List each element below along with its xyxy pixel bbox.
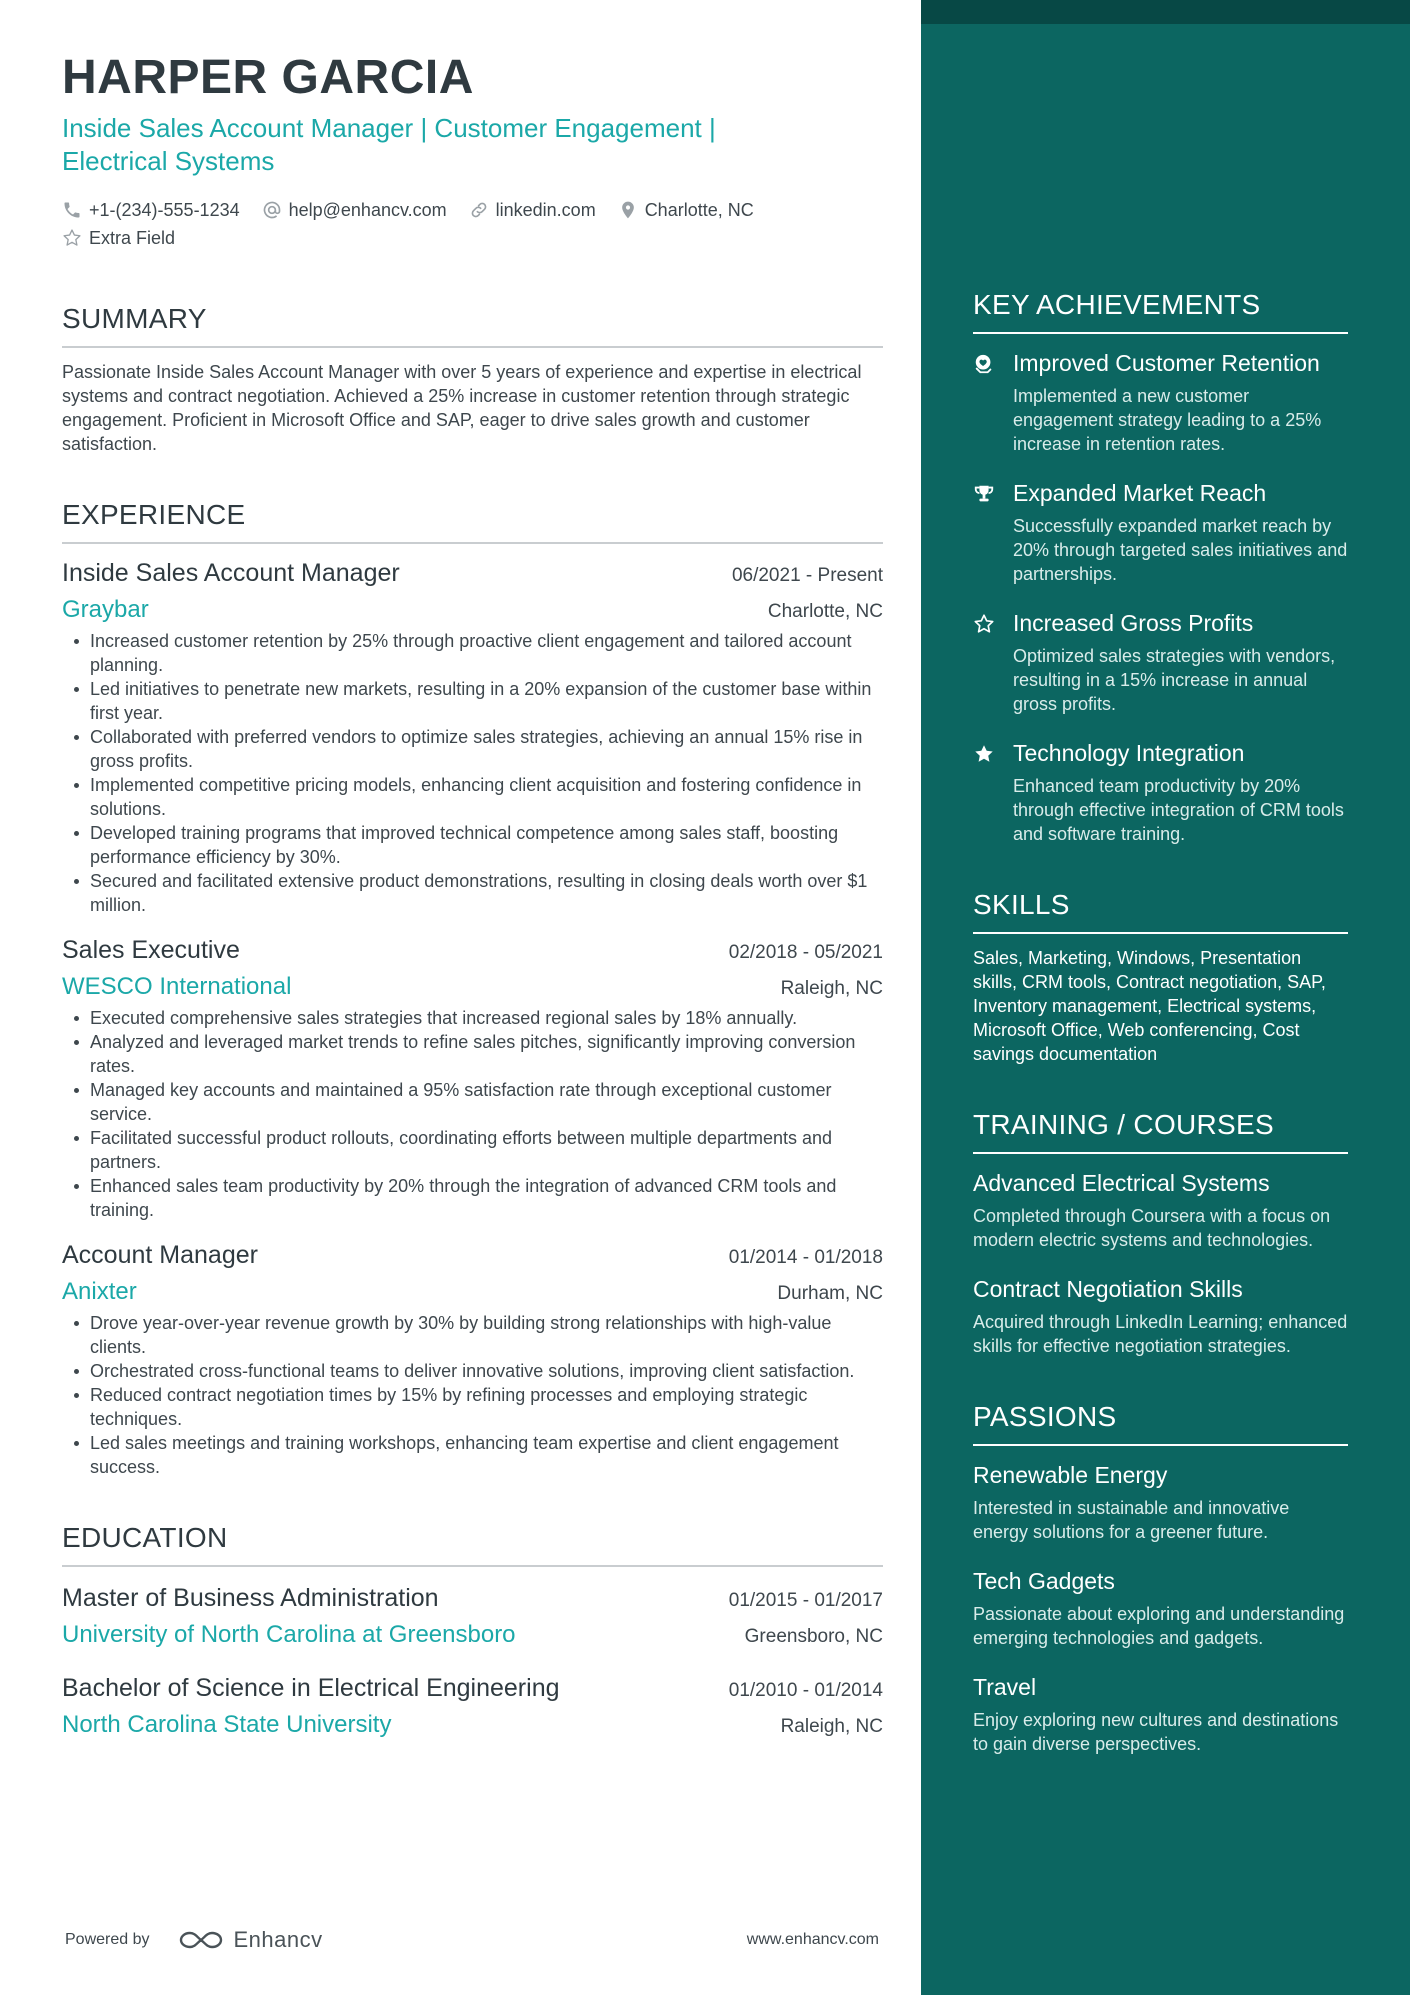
- school-name: University of North Carolina at Greensboro: [62, 1621, 516, 1648]
- job-location: Charlotte, NC: [767, 601, 883, 622]
- achievement-item: [973, 608, 1348, 716]
- achievement-item: [973, 348, 1348, 456]
- achievements-section: [973, 0, 1348, 846]
- trophy-icon: [973, 483, 995, 505]
- bullet-item: Analyzed and leveraged market trends to refine sales pitches, significantly improving conversion rates.: [62, 1030, 883, 1078]
- job-company: Graybar: [62, 596, 149, 623]
- job-bullets: [62, 1006, 883, 1222]
- job-title: Account Manager: [62, 1241, 258, 1269]
- job-company: WESCO International: [62, 973, 292, 1000]
- passion-desc: Passionate about exploring and understanding emerging technologies and gadgets.: [973, 1604, 1345, 1648]
- training-title: Contract Negotiation Skills: [973, 1276, 1243, 1302]
- star-filled-icon: [973, 743, 995, 765]
- school-location: Greensboro, NC: [744, 1626, 883, 1647]
- hand-heart-icon: [973, 353, 995, 375]
- passion-item: [973, 1672, 1348, 1756]
- job-company: Anixter: [62, 1278, 137, 1305]
- bullet-item: Collaborated with preferred vendors to optimize sales strategies, achieving an annual 15% rise in gross profits.: [62, 725, 883, 773]
- achievement-desc: Enhanced team productivity by 20% through effective integration of CRM tools and software training.: [1013, 776, 1344, 844]
- bullet-item: Drove year-over-year revenue growth by 30% by building strong relationships with high-value clients.: [62, 1311, 883, 1359]
- training-item: [973, 1274, 1348, 1358]
- achievement-item: [973, 738, 1348, 846]
- school-name: North Carolina State University: [62, 1711, 392, 1738]
- bullet-item: Secured and facilitated extensive product demonstrations, resulting in closing deals worth over $1 million.: [62, 869, 883, 917]
- passion-title: Renewable Energy: [973, 1462, 1168, 1488]
- job-date: 01/2014 - 01/2018: [728, 1247, 883, 1268]
- location-pin-icon: [618, 200, 638, 220]
- passions-section: [973, 1400, 1348, 1756]
- link-icon: [469, 200, 489, 220]
- skills-section: [973, 888, 1348, 1066]
- education-section: [62, 1521, 883, 1741]
- experience-heading: EXPERIENCE: [62, 498, 883, 544]
- contact-info: [62, 196, 882, 252]
- education-entry: [62, 1671, 883, 1741]
- experience-entry: [62, 933, 883, 1222]
- job-bullets: [62, 629, 883, 917]
- bullet-item: Managed key accounts and maintained a 95% satisfaction rate through exceptional customer service.: [62, 1078, 883, 1126]
- job-bullets: [62, 1311, 883, 1479]
- bullet-item: Enhanced sales team productivity by 20% through the integration of advanced CRM tools and training.: [62, 1174, 883, 1222]
- bullet-item: Facilitated successful product rollouts, coordinating efforts between multiple departments and partners.: [62, 1126, 883, 1174]
- job-title: Inside Sales Account Manager: [62, 559, 400, 587]
- summary-heading: SUMMARY: [62, 302, 883, 348]
- education-heading: EDUCATION: [62, 1521, 883, 1567]
- email-text: help@enhancv.com: [288, 199, 447, 220]
- bullet-item: Led sales meetings and training workshops, enhancing team expertise and client engagement success.: [62, 1431, 883, 1479]
- contact-extra: [62, 228, 175, 249]
- achievement-title: Expanded Market Reach: [1013, 480, 1267, 506]
- summary-section: [62, 302, 883, 456]
- skills-heading: SKILLS: [973, 888, 1348, 934]
- bullet-item: Executed comprehensive sales strategies that increased regional sales by 18% annually.: [62, 1006, 883, 1030]
- at-icon: [262, 200, 282, 220]
- degree-date: 01/2015 - 01/2017: [728, 1590, 883, 1611]
- enhancv-brand-text: Enhancv: [233, 1927, 323, 1952]
- training-title: Advanced Electrical Systems: [973, 1170, 1270, 1196]
- achievement-desc: Successfully expanded market reach by 20% through targeted sales initiatives and partnerships.: [1013, 516, 1348, 584]
- training-heading: TRAINING / COURSES: [973, 1108, 1348, 1154]
- achievement-title: Increased Gross Profits: [1013, 610, 1254, 636]
- degree-date: 01/2010 - 01/2014: [728, 1680, 883, 1701]
- achievement-item: [973, 478, 1348, 586]
- phone-text: +1-(234)-555-1234: [89, 199, 240, 220]
- phone-icon: [62, 200, 82, 220]
- bullet-item: Implemented competitive pricing models, enhancing client acquisition and fostering confidence in solutions.: [62, 773, 883, 821]
- achievement-desc: Optimized sales strategies with vendors, resulting in a 15% increase in annual gross profits.: [1013, 646, 1336, 714]
- passion-desc: Interested in sustainable and innovative energy solutions for a greener future.: [973, 1498, 1290, 1542]
- bullet-item: Increased customer retention by 25% through proactive client engagement and tailored account planning.: [62, 629, 883, 677]
- contact-location: [618, 200, 754, 221]
- location-text: Charlotte, NC: [644, 199, 754, 220]
- candidate-title: Inside Sales Account Manager | Customer Engagement | Electrical Systems: [62, 113, 716, 176]
- linkedin-text: linkedin.com: [495, 199, 596, 220]
- passion-item: [973, 1460, 1348, 1544]
- job-date: 02/2018 - 05/2021: [728, 942, 883, 963]
- footer-url[interactable]: www.enhancv.com: [746, 1931, 879, 1948]
- passions-heading: PASSIONS: [973, 1400, 1348, 1446]
- powered-by-text: Powered by: [65, 1931, 150, 1948]
- passion-title: Travel: [973, 1674, 1037, 1700]
- passion-title: Tech Gadgets: [973, 1568, 1115, 1594]
- skills-text: Sales, Marketing, Windows, Presentation skills, CRM tools, Contract negotiation, SAP, Inventory management, Electrical systems, Microsoft Office, Web conferencing, Cost savings documentation: [973, 948, 1326, 1064]
- bullet-item: Orchestrated cross-functional teams to deliver innovative solutions, improving client satisfaction.: [62, 1359, 883, 1383]
- bullet-item: Led initiatives to penetrate new markets, resulting in a 20% expansion of the customer base within first year.: [62, 677, 883, 725]
- degree-title: Master of Business Administration: [62, 1584, 439, 1612]
- candidate-name: HARPER GARCIA: [62, 51, 474, 104]
- achievement-desc: Implemented a new customer engagement strategy leading to a 25% increase in retention rates.: [1013, 386, 1322, 454]
- bullet-item: Developed training programs that improved technical competence among sales staff, boosting performance efficiency by 30%.: [62, 821, 883, 869]
- passion-item: [973, 1566, 1348, 1650]
- job-title: Sales Executive: [62, 936, 240, 964]
- bullet-item: Reduced contract negotiation times by 15% by refining processes and employing strategic techniques.: [62, 1383, 883, 1431]
- enhancv-logo-icon: [178, 1928, 224, 1952]
- training-desc: Acquired through LinkedIn Learning; enhanced skills for effective negotiation strategies.: [973, 1312, 1348, 1356]
- summary-text: Passionate Inside Sales Account Manager with over 5 years of experience and expertise in electrical systems and contract negotiation. Achieved a 25% increase in customer retention through strategic engagement. Proficient in Microsoft Office and SAP, eager to drive sales growth and customer satisfaction.: [62, 362, 862, 454]
- achievement-title: Improved Customer Retention: [1013, 350, 1320, 376]
- extra-field-text: Extra Field: [89, 227, 176, 248]
- experience-entry: [62, 556, 883, 917]
- achievements-heading: KEY ACHIEVEMENTS: [973, 288, 1348, 334]
- star-outline-icon: [973, 613, 995, 635]
- enhancv-logo[interactable]: [178, 1927, 323, 1953]
- education-entry: [62, 1581, 883, 1651]
- contact-phone[interactable]: [62, 200, 240, 221]
- job-location: Durham, NC: [777, 1283, 883, 1304]
- star-outline-icon: [62, 228, 82, 248]
- contact-email[interactable]: [262, 200, 447, 221]
- experience-section: [62, 498, 883, 1479]
- school-location: Raleigh, NC: [780, 1716, 883, 1737]
- contact-linkedin[interactable]: [469, 200, 596, 221]
- training-item: [973, 1168, 1348, 1252]
- job-date: 06/2021 - Present: [731, 565, 883, 586]
- sidebar: [921, 0, 1410, 1995]
- sidebar-top-bar: [921, 0, 1410, 24]
- training-desc: Completed through Coursera with a focus on modern electric systems and technologies.: [973, 1206, 1331, 1250]
- training-section: [973, 1108, 1348, 1358]
- job-location: Raleigh, NC: [780, 978, 883, 999]
- experience-entry: [62, 1238, 883, 1479]
- degree-title: Bachelor of Science in Electrical Engineering: [62, 1674, 560, 1702]
- achievement-title: Technology Integration: [1013, 740, 1245, 766]
- passion-desc: Enjoy exploring new cultures and destinations to gain diverse perspectives.: [973, 1710, 1339, 1754]
- page-footer: [65, 1927, 879, 1953]
